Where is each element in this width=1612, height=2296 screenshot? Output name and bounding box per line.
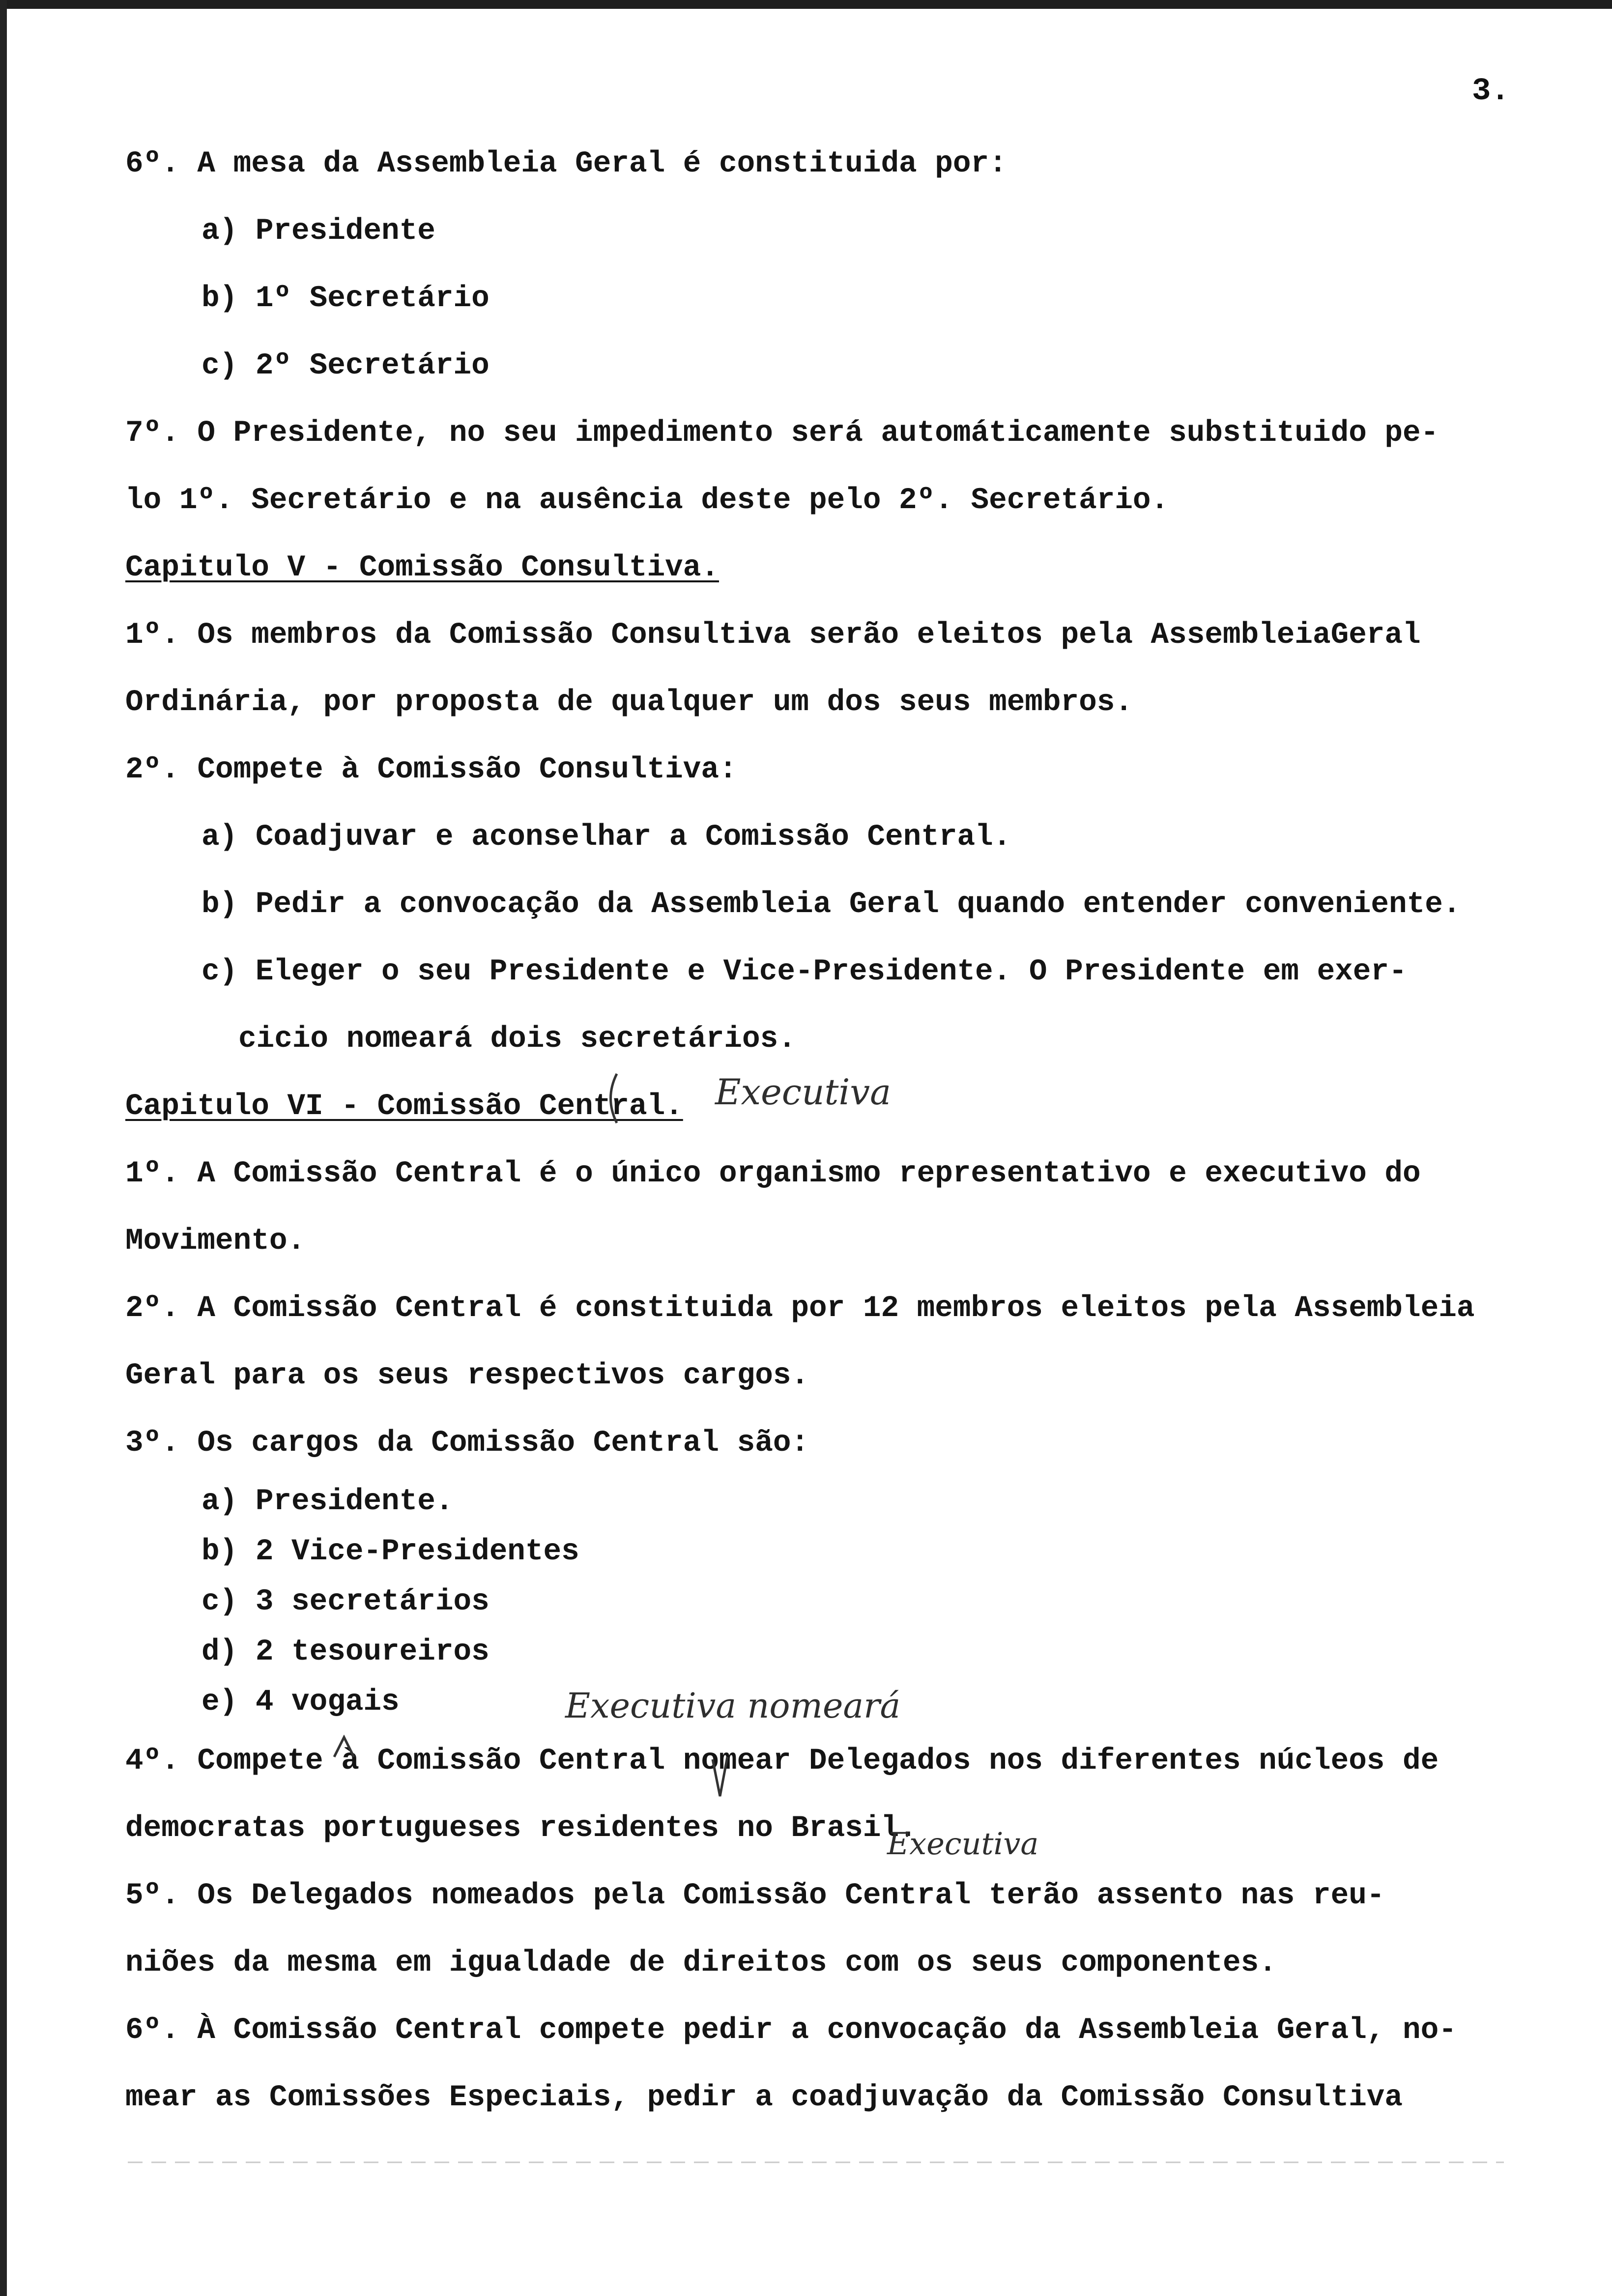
page-number: 3. (1472, 74, 1510, 109)
handwritten-caret-mark (332, 1735, 356, 1759)
typed-body-text (125, 130, 1580, 2131)
scan-border-top (0, 0, 1612, 9)
text-line: 2º. A Comissão Central é constituida por 12 membros eleitos pela Assembleia (125, 1292, 1475, 1325)
text-line: 3º. Os cargos da Comissão Central são: (125, 1426, 809, 1460)
text-line: 1º. A Comissão Central é o único organismo representativo e executivo do (125, 1157, 1421, 1191)
text-line: b) 1º Secretário (202, 282, 489, 316)
text-line: 6º. À Comissão Central compete pedir a convocação da Assembleia Geral, no- (125, 2013, 1457, 2047)
text-line: 5º. Os Delegados nomeados pela Comissão Central terão assento nas reu- (125, 1879, 1385, 1913)
text-line: 1º. Os membros da Comissão Consultiva serão eleitos pela AssembleiaGeral (125, 618, 1421, 652)
text-line: 4º. Compete à Comissão Central nomear Delegados nos diferentes núcleos de (125, 1744, 1439, 1778)
text-line: cicio nomeará dois secretários. (238, 1022, 796, 1056)
handwritten-bracket-mark (602, 1071, 622, 1125)
scan-border-left (0, 0, 7, 2296)
text-line: c) 3 secretários (202, 1585, 489, 1619)
handwritten-annotation-executiva: Executiva (715, 1071, 892, 1113)
text-line: a) Presidente. (202, 1485, 454, 1519)
scan-artifact-line (128, 2155, 1504, 2170)
handwritten-annotation-executiva-item5: Executiva (887, 1826, 1039, 1862)
text-line: e) 4 vogais (202, 1685, 400, 1719)
handwritten-annotation-executiva-nomeara: Executiva nomeará (565, 1686, 901, 1726)
handwritten-insertion-mark (710, 1754, 730, 1799)
text-line: democratas portugueses residentes no Brasil. (125, 1811, 917, 1845)
text-line: c) 2º Secretário (202, 349, 489, 383)
chapter-heading: Capitulo V - Comissão Consultiva. (125, 551, 719, 585)
text-line: niões da mesma em igualdade de direitos com os seus componentes. (125, 1946, 1277, 1980)
text-line: a) Coadjuvar e aconselhar a Comissão Central. (202, 820, 1011, 854)
text-line: b) 2 Vice-Presidentes (202, 1535, 579, 1569)
chapter-heading: Capitulo VI - Comissão Central. (125, 1090, 683, 1123)
text-line: 7º. O Presidente, no seu impedimento será automáticamente substituido pe- (125, 416, 1439, 450)
text-line: b) Pedir a convocação da Assembleia Geral quando entender conveniente. (202, 888, 1461, 921)
text-line: Ordinária, por proposta de qualquer um dos seus membros. (125, 686, 1133, 719)
text-line: Geral para os seus respectivos cargos. (125, 1359, 809, 1393)
text-line: c) Eleger o seu Presidente e Vice-Presidente. O Presidente em exer- (202, 955, 1407, 989)
text-line: Movimento. (125, 1224, 306, 1258)
text-line: mear as Comissões Especiais, pedir a coadjuvação da Comissão Consultiva (125, 2081, 1403, 2115)
text-line: lo 1º. Secretário e na ausência deste pelo 2º. Secretário. (125, 484, 1169, 517)
text-line: a) Presidente (202, 214, 435, 248)
text-line: 6º. A mesa da Assembleia Geral é constituida por: (125, 147, 1007, 181)
text-line: d) 2 tesoureiros (202, 1635, 489, 1669)
text-line: 2º. Compete à Comissão Consultiva: (125, 753, 737, 787)
